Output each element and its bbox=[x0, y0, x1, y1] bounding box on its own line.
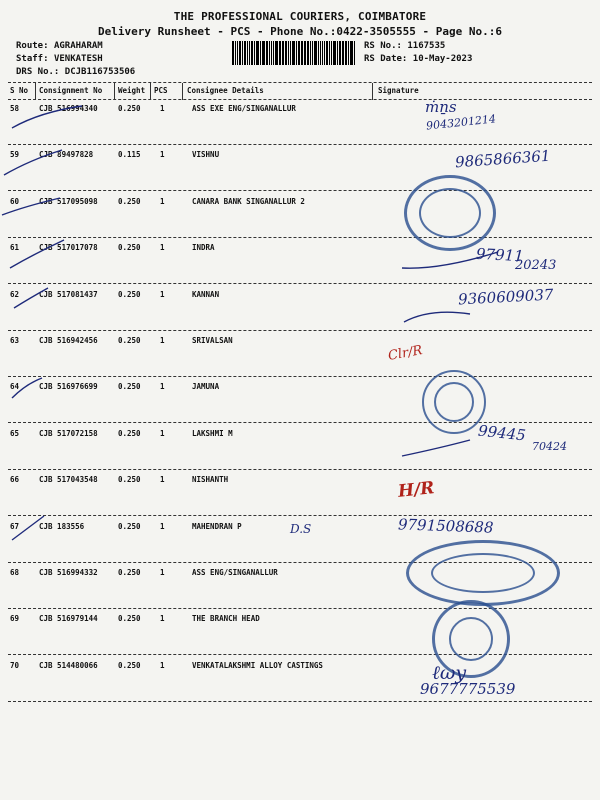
row-pcs: 1 bbox=[160, 660, 165, 670]
row-consignment-no: CJB 516994332 bbox=[39, 568, 98, 577]
drs-label: DRS No.: bbox=[16, 67, 60, 77]
row-consignee: CANARA BANK SINGANALLUR 2 bbox=[192, 196, 305, 206]
row-consignee: VISHNU bbox=[192, 150, 220, 160]
row-weight: 0.250 bbox=[118, 196, 141, 206]
row-weight: 0.250 bbox=[118, 568, 141, 577]
row-pcs: 1 bbox=[160, 521, 165, 531]
row-weight: 0.250 bbox=[118, 521, 141, 531]
row-pcs: 1 bbox=[160, 382, 165, 392]
sig-61-phone-b: 20243 bbox=[515, 258, 557, 273]
row-sno: 69 bbox=[10, 614, 20, 624]
row-sno: 60 bbox=[10, 196, 20, 206]
row-pcs: 1 bbox=[160, 289, 165, 299]
sig-70-phone: 9677775539 bbox=[420, 680, 516, 698]
sig-65-phone-b: 70424 bbox=[532, 440, 567, 453]
row-pcs: 1 bbox=[160, 336, 165, 345]
sig-58-phone: 9043201214 bbox=[425, 112, 497, 133]
sig-61-line bbox=[402, 252, 498, 268]
sig-65-phone-a: 99445 bbox=[477, 421, 527, 445]
row-weight: 0.250 bbox=[118, 660, 141, 670]
row-pcs: 1 bbox=[160, 150, 165, 160]
sig-66-note: H/R bbox=[397, 478, 436, 502]
sig-63-note: Clr/R bbox=[386, 343, 424, 364]
row-consignment-no: CJB 89497828 bbox=[39, 150, 94, 160]
row-consignment-no: CJB 516979144 bbox=[39, 614, 98, 624]
rs-no-value: 1167535 bbox=[407, 41, 446, 51]
row-consignment-no: CJB 183556 bbox=[39, 521, 85, 531]
row-pcs: 1 bbox=[160, 568, 165, 577]
row-sno: 67 bbox=[10, 521, 20, 531]
row-sno: 58 bbox=[10, 104, 20, 113]
col-consignee: Consignee Details bbox=[187, 86, 264, 95]
row-pcs: 1 bbox=[160, 104, 165, 113]
staff-label: Staff: bbox=[16, 54, 49, 64]
col-signature: Signature bbox=[378, 86, 419, 95]
row-weight: 0.250 bbox=[118, 336, 141, 345]
row-sno: 59 bbox=[10, 150, 20, 160]
row-weight: 0.250 bbox=[118, 428, 141, 438]
tick-62 bbox=[14, 288, 48, 308]
row-sno: 64 bbox=[10, 382, 20, 392]
sig-67-phone: 9791508688 bbox=[397, 515, 494, 537]
col-pcs: PCS bbox=[154, 86, 168, 95]
col-weight: Weight bbox=[118, 86, 146, 95]
row-sno: 62 bbox=[10, 289, 20, 299]
rs-date-label: RS Date: bbox=[364, 54, 408, 64]
row-consignment-no: CJB 517072158 bbox=[39, 428, 98, 438]
row-consignee: ASS EXE ENG/SINGANALLUR bbox=[192, 104, 296, 113]
row-consignment-no: CJB 514480066 bbox=[39, 660, 98, 670]
row-consignment-no: CJB 517081437 bbox=[39, 289, 98, 299]
row-consignment-no: CJB 517095098 bbox=[39, 196, 98, 206]
row-weight: 0.250 bbox=[118, 243, 141, 253]
row-weight: 0.250 bbox=[118, 104, 141, 113]
route-label: Route: bbox=[16, 41, 49, 51]
header-subtitle: Delivery Runsheet - PCS - Phone No.:0422-3505555 - Page No.:6 bbox=[98, 25, 502, 38]
sig-62-scribble bbox=[404, 312, 470, 322]
sig-61-phone-a: 97911 bbox=[475, 244, 525, 266]
row-consignment-no: CJB 517043548 bbox=[39, 475, 98, 485]
sig-65-scribble bbox=[402, 440, 470, 456]
row-pcs: 1 bbox=[160, 243, 165, 253]
row-pcs: 1 bbox=[160, 614, 165, 624]
sig-59-phone: 9865866361 bbox=[454, 146, 551, 172]
row-pcs: 1 bbox=[160, 428, 165, 438]
row-consignment-no: CJB 516994340 bbox=[39, 104, 98, 113]
col-sno: S No bbox=[10, 86, 29, 95]
row-sno: 68 bbox=[10, 568, 20, 577]
row-sno: 61 bbox=[10, 243, 20, 253]
row-weight: 0.250 bbox=[118, 289, 141, 299]
tick-58 bbox=[12, 106, 82, 128]
sig-62-phone: 9360609037 bbox=[457, 285, 554, 309]
row-consignee: INDRA bbox=[192, 243, 215, 253]
row-pcs: 1 bbox=[160, 196, 165, 206]
row-pcs: 1 bbox=[160, 475, 165, 485]
row-consignee: JAMUNA bbox=[192, 382, 220, 392]
tick-64 bbox=[12, 378, 42, 398]
route-value: AGRAHARAM bbox=[53, 41, 103, 51]
drs-value: DCJB116753506 bbox=[64, 67, 136, 77]
row-consignee: ASS ENG/SINGANALLUR bbox=[192, 568, 278, 577]
row-sno: 63 bbox=[10, 336, 20, 345]
row-consignment-no: CJB 517017078 bbox=[39, 243, 98, 253]
rs-no-label: RS No.: bbox=[364, 41, 402, 51]
row-sno: 66 bbox=[10, 475, 20, 485]
row-consignee: MAHENDRAN P bbox=[192, 521, 242, 531]
tick-59 bbox=[4, 150, 62, 175]
row-sno: 70 bbox=[10, 660, 20, 670]
rs-date-value: 10-May-2023 bbox=[412, 54, 473, 64]
row-consignee: KANNAN bbox=[192, 289, 220, 299]
row-consignee: THE BRANCH HEAD bbox=[192, 614, 260, 624]
row-consignee: SRIVALSAN bbox=[192, 336, 233, 345]
row-weight: 0.250 bbox=[118, 614, 141, 624]
row-weight: 0.115 bbox=[118, 150, 141, 160]
row-consignment-no: CJB 516942456 bbox=[39, 336, 98, 345]
staff-value: VENKATESH bbox=[53, 54, 103, 64]
row-weight: 0.250 bbox=[118, 382, 141, 392]
sig-58-scribble: ṁṉs bbox=[425, 98, 457, 116]
row-sno: 65 bbox=[10, 428, 20, 438]
col-consignment: Consignment No bbox=[39, 86, 103, 95]
tick-60 bbox=[2, 198, 60, 215]
tick-61 bbox=[10, 240, 64, 268]
row-consignment-no: CJB 516976699 bbox=[39, 382, 98, 392]
row-consignee: NISHANTH bbox=[192, 475, 229, 485]
sig-67-note: D.S bbox=[290, 522, 312, 536]
sig-70-scribble: ℓωy bbox=[432, 662, 467, 684]
row-consignee: VENKATALAKSHMI ALLOY CASTINGS bbox=[192, 660, 323, 670]
row-consignee: LAKSHMI M bbox=[192, 428, 233, 438]
row-weight: 0.250 bbox=[118, 475, 141, 485]
header-title: THE PROFESSIONAL COURIERS, COIMBATORE bbox=[173, 10, 427, 23]
tick-67 bbox=[12, 516, 44, 540]
